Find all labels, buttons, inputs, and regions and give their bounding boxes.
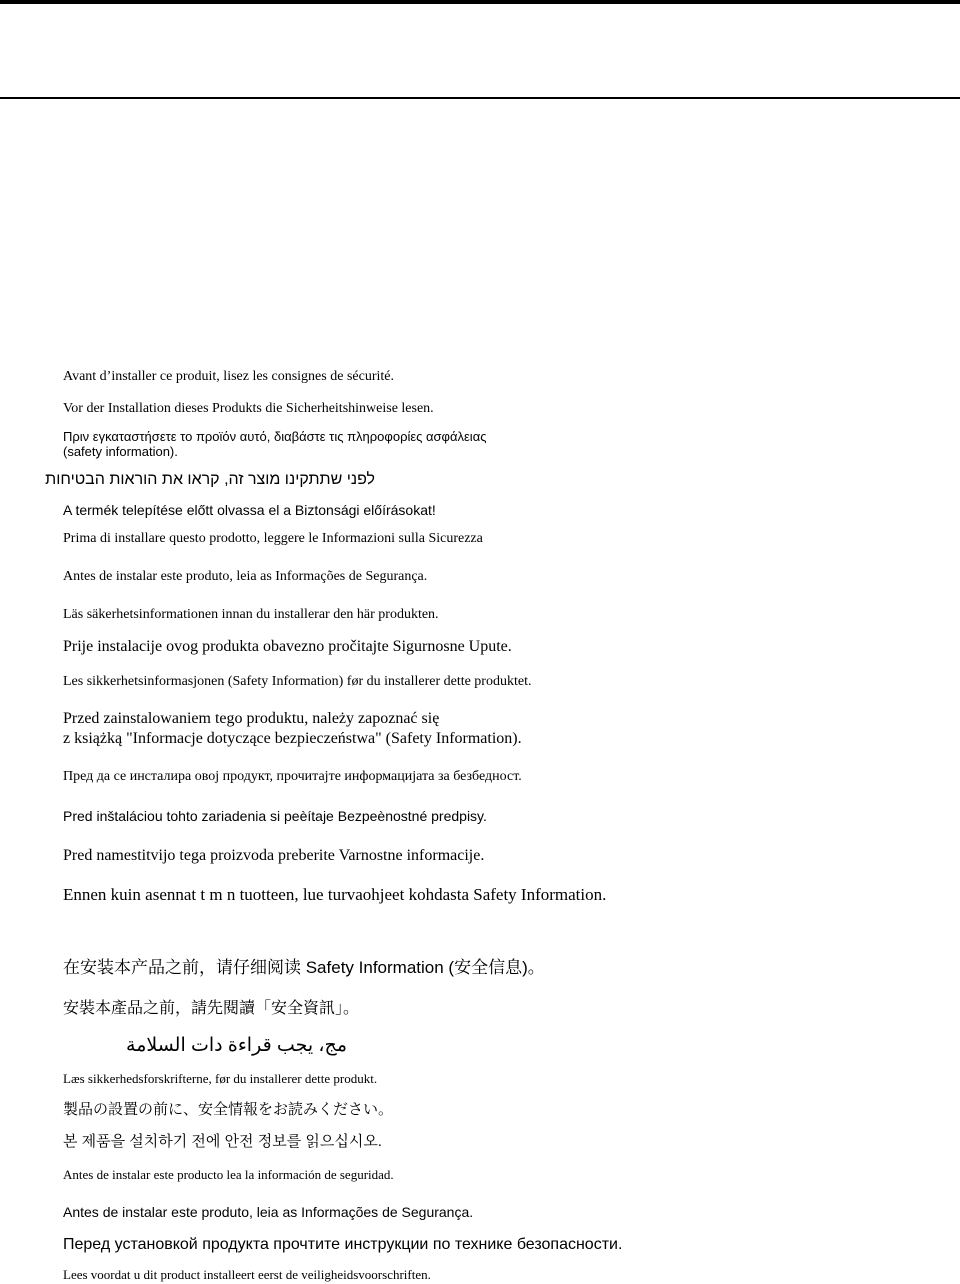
notice-dutch: Lees voordat u dit product installeert eerst de veiligheidsvoorschriften. <box>63 1267 431 1282</box>
notice-danish: Læs sikkerhedsforskrifterne, før du installerer dette produkt. <box>63 1071 378 1086</box>
notice-slovak: Pred inštaláciou tohto zariadenia si peèítaje Bezpeènostné predpisy. <box>63 808 487 824</box>
notice-croatian: Prije instalacije ovog produkta obavezno pročitajte Sigurnosne Upute. <box>63 638 512 655</box>
notice-russian: Перед установкой продукта прочтите инструкции по технике безопасности. <box>63 1236 623 1253</box>
notice-greek-line2: (safety information). <box>63 444 178 459</box>
notice-portuguese-sans: Antes de instalar este produto, leia as Informações de Segurança. <box>63 1204 474 1220</box>
notice-traditional-chinese: 安裝本產品之前，請先閱讀「安全資訊」。 <box>63 1000 360 1017</box>
notice-hungarian: A termék telepítése előtt olvassa el a Biztonsági előírásokat! <box>63 502 436 518</box>
notice-german: Vor der Installation dieses Produkts die Sicherheitshinweise lesen. <box>63 401 434 416</box>
notice-arabic: مج، يجب قراءة دات السلامة <box>126 1035 347 1056</box>
notice-slovenian: Pred namestitvijo tega proizvoda preberite Varnostne informacije. <box>63 847 485 864</box>
notice-polish-line1: Przed zainstalowaniem tego produktu, należy zapoznać się <box>63 710 440 727</box>
notice-portuguese: Antes de instalar este produto, leia as Informações de Segurança. <box>63 569 428 584</box>
notice-hebrew: לפני שתתקינו מוצר זה, קראו את הוראות הבטיחות <box>45 471 375 488</box>
notice-french: Avant d’installer ce produit, lisez les consignes de sécurité. <box>63 369 394 384</box>
notice-finnish: Ennen kuin asennat t m n tuotteen, lue turvaohjeet kohdasta Safety Information. <box>63 885 607 904</box>
notice-swedish: Läs säkerhetsinformationen innan du installerar den här produkten. <box>63 607 439 622</box>
notice-italian: Prima di installare questo prodotto, leggere le Informazioni sulla Sicurezza <box>63 531 483 546</box>
notice-norwegian: Les sikkerhetsinformasjonen (Safety Information) før du installerer dette produktet. <box>63 674 532 689</box>
notice-polish-line2: z książką "Informacje dotyczące bezpieczeństwa" (Safety Information). <box>63 730 522 747</box>
header-rule <box>0 97 960 99</box>
notice-simplified-chinese: 在安装本产品之前，请仔细阅读 Safety Information (安全信息)。 <box>63 958 545 977</box>
notice-spanish: Antes de instalar este producto lea la información de seguridad. <box>63 1167 394 1182</box>
notice-japanese: 製品の設置の前に、安全情報をお読みください。 <box>63 1101 394 1118</box>
top-rule <box>0 0 960 4</box>
notice-greek-line1: Πριν εγκαταστήσετε το προϊόν αυτό, διαβάστε τις πληροφορίες ασφάλειας <box>63 429 487 444</box>
notice-macedonian: Пред да се инсталира овој продукт, прочитајте информацијата за безбедност. <box>63 769 522 784</box>
notice-korean: 본 제품을 설치하기 전에 안전 정보를 읽으십시오. <box>63 1133 382 1150</box>
